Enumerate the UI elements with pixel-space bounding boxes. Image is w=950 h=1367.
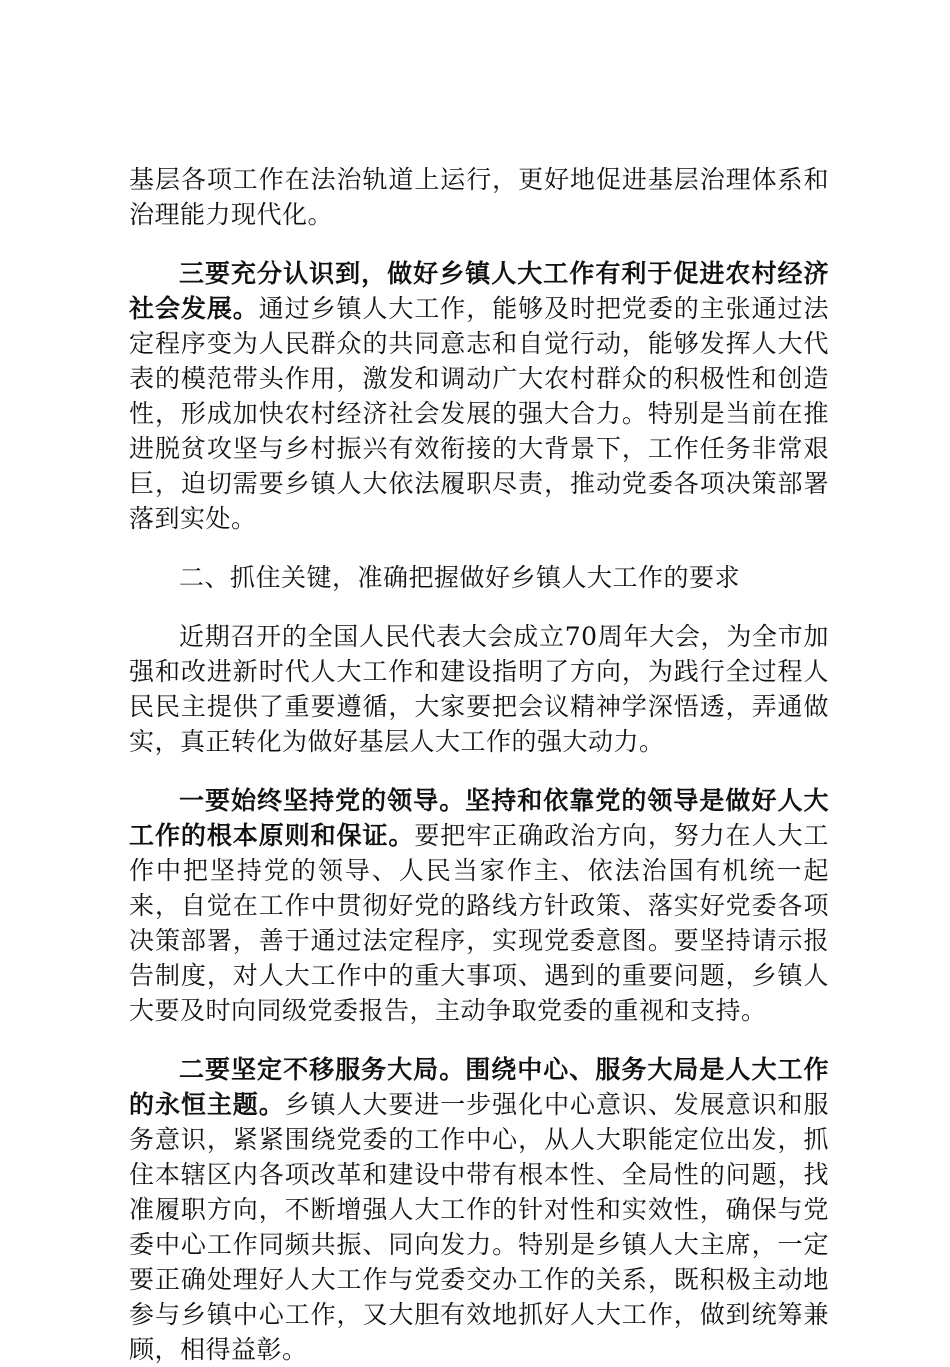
paragraph-lead: 一要始终坚持党的领导。坚持和依靠党的领导是做好人大工作的根本原则和保证。 <box>129 786 829 850</box>
paragraph-intro <box>129 619 829 759</box>
paragraph-text: 近期召开的全国人民代表大会成立70周年大会，为全市加强和改进新时代人大工作和建设指明了方向，为践行全过程人民民主提供了重要遵循，大家要把会议精神学深悟透，弄通做实，真正转化为做好基层人大工作的强大动力。 <box>129 622 829 756</box>
paragraph-point-three <box>129 256 829 536</box>
section-heading-two <box>129 560 829 595</box>
paragraph-text: 乡镇人大要进一步强化中心意识、发展意识和服务意识，紧紧围绕党委的工作中心，从人大职能定位出发，抓住本辖区内各项改革和建设中带有根本性、全局性的问题，找准履职方向，不断增强人大工作的针对性和实效性，确保与党委中心工作同频共振、同向发力。特别是乡镇人大主席，一定要正确处理好人大工作与党委交办工作的关系，既积极主动地参与乡镇中心工作，又大胆有效地抓好人大工作，做到统筹兼顾，相得益彰。 <box>129 1090 829 1364</box>
paragraph-lead: 三要充分认识到，做好乡镇人大工作有利于促进农村经济社会发展。 <box>129 259 829 323</box>
paragraph-text: 通过乡镇人大工作，能够及时把党委的主张通过法定程序变为人民群众的共同意志和自觉行动，能够发挥人大代表的模范带头作用，激发和调动广大农村群众的积极性和创造性，形成加快农村经济社会发展的强大合力。特别是当前在推进脱贫攻坚与乡村振兴有效衔接的大背景下，工作任务非常艰巨，迫切需要乡镇人大依法履职尽责，推动党委各项决策部署落到实处。 <box>129 294 829 533</box>
paragraph-lead: 二要坚定不移服务大局。围绕中心、服务大局是人大工作的永恒主题。 <box>129 1055 829 1119</box>
paragraph-point-two <box>129 1052 829 1367</box>
document-body <box>129 162 829 1367</box>
section-heading-text: 二、抓住关键，准确把握做好乡镇人大工作的要求 <box>179 563 741 592</box>
paragraph-point-one <box>129 783 829 1028</box>
paragraph-text: 要把牢正确政治方向，努力在人大工作中把坚持党的领导、人民当家作主、依法治国有机统一起来，自觉在工作中贯彻好党的路线方针政策、落实好党委各项决策部署，善于通过法定程序，实现党委意图。要坚持请示报告制度，对人大工作中的重大事项、遇到的重要问题，乡镇人大要及时向同级党委报告，主动争取党委的重视和支持。 <box>129 821 829 1025</box>
paragraph-continuation <box>129 162 829 232</box>
paragraph-text: 基层各项工作在法治轨道上运行，更好地促进基层治理体系和治理能力现代化。 <box>129 165 829 229</box>
